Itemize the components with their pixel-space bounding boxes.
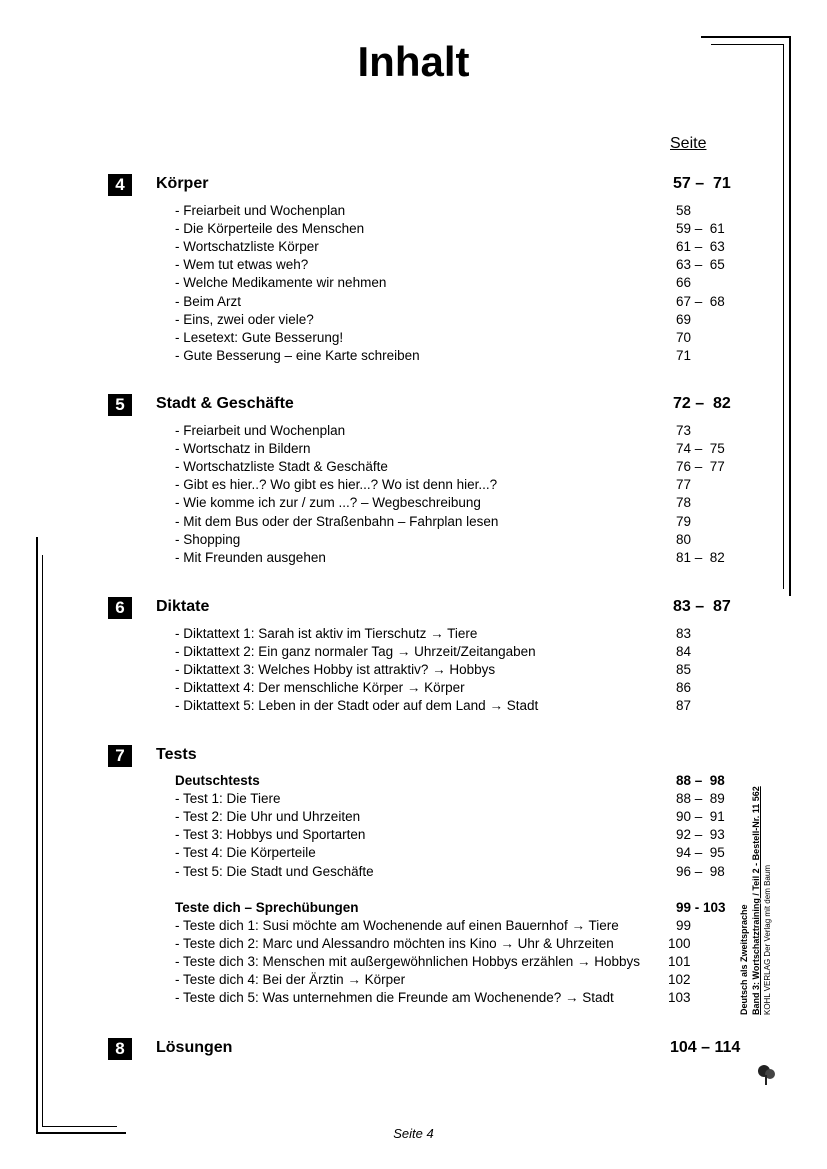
toc-entry: - Diktattext 2: Ein ganz normaler Tag → Uhrzeit/Zeitangaben (175, 644, 536, 660)
subsection-pages: 88 – 98 (676, 773, 725, 788)
toc-entry-pages: 99 (676, 917, 692, 933)
toc-entry-pages: 86 (676, 680, 692, 696)
toc-entry: - Diktattext 3: Welches Hobby ist attraktiv? → Hobbys (175, 662, 496, 678)
toc-entry: - Diktattext 4: Der menschliche Körper → Körper (175, 680, 465, 696)
tree-logo-icon (755, 1063, 777, 1087)
subsection-pages: 99 - 103 (676, 899, 726, 915)
section-title: Diktate (156, 598, 210, 615)
toc-entry: - Mit dem Bus oder der Straßenbahn – Fahrplan lesen (175, 513, 499, 529)
section-number-badge: 6 (108, 597, 132, 619)
toc-entry-pages: 90 – 91 (676, 809, 725, 825)
toc-entry-pages: 74 – 75 (676, 441, 725, 457)
toc-entry-pages: 79 (676, 513, 692, 529)
toc-entry: - Diktattext 5: Leben in der Stadt oder auf dem Land → Stadt (175, 698, 539, 714)
toc-entry: - Welche Medikamente wir nehmen (175, 275, 387, 291)
toc-entry-pages: 69 (676, 311, 692, 327)
toc-entry: - Test 1: Die Tiere (175, 791, 281, 807)
toc-entry-pages: 102 (668, 972, 691, 987)
section-number-badge: 8 (108, 1038, 132, 1060)
toc-entry-pages: 58 (676, 203, 692, 218)
toc-entry-pages: 84 (676, 644, 692, 660)
sidebar-publisher (762, 865, 774, 1015)
toc-entry: - Teste dich 4: Bei der Ärztin → Körper (175, 972, 406, 987)
toc-entry-pages: 85 (676, 662, 692, 678)
toc-entry: - Diktattext 1: Sarah ist aktiv im Tierschutz → Tiere (175, 626, 478, 641)
section-number-badge: 7 (108, 745, 132, 767)
publisher-sidebar (738, 786, 798, 1015)
page-footer: Seite 4 (393, 1126, 434, 1141)
sidebar-volume: Band 3: Wortschatztraining / Teil 2 - Bestell-Nr. 11 562 (751, 786, 761, 1015)
section-pages: 72 – 82 (673, 395, 731, 412)
toc-entry: - Eins, zwei oder viele? (175, 311, 314, 327)
toc-entry: - Wortschatzliste Stadt & Geschäfte (175, 459, 388, 475)
toc-entry-pages: 80 (676, 531, 692, 547)
toc-entry: - Wortschatzliste Körper (175, 239, 319, 255)
toc-entry: - Die Körperteile des Menschen (175, 221, 365, 237)
toc-entry: - Gute Besserung – eine Karte schreiben (175, 347, 420, 363)
toc-entry: - Test 3: Hobbys und Sportarten (175, 827, 366, 843)
toc-entry-pages: 100 (668, 935, 691, 951)
section-number-badge: 5 (108, 394, 132, 416)
section-title: Körper (156, 175, 209, 192)
toc-entry-pages: 76 – 77 (676, 459, 725, 475)
toc-entry-pages: 67 – 68 (676, 293, 725, 309)
toc-entry-pages: 71 (676, 347, 692, 363)
frame-line (42, 555, 43, 1127)
toc-entry: - Wortschatz in Bildern (175, 441, 311, 457)
toc-entry-pages: 73 (676, 423, 692, 438)
toc-entry-pages: 96 – 98 (676, 863, 725, 879)
section-title: Stadt & Geschäfte (156, 395, 294, 412)
toc-entry-pages: 101 (668, 953, 691, 969)
section-pages: 83 – 87 (673, 598, 731, 615)
subsection-title: Teste dich – Sprechübungen (175, 899, 359, 915)
toc-entry-pages: 87 (676, 698, 692, 714)
frame-line (783, 44, 784, 589)
section-pages: 57 – 71 (673, 175, 731, 192)
section-title: Lösungen (156, 1039, 233, 1056)
toc-entry-pages: 94 – 95 (676, 845, 725, 861)
toc-entry: - Wie komme ich zur / zum ...? – Wegbeschreibung (175, 495, 481, 511)
page-title: Inhalt (357, 38, 470, 85)
frame-line (36, 537, 38, 1134)
toc-entry: - Mit Freunden ausgehen (175, 549, 326, 565)
subsection-title: Deutschtests (175, 773, 260, 788)
toc-entry: - Freiarbeit und Wochenplan (175, 423, 346, 438)
publisher-name: KOHL VERLAG (763, 958, 772, 1015)
sidebar-series: Deutsch als Zweitsprache (739, 904, 749, 1015)
pages-column-header: Seite (670, 135, 707, 152)
toc-entry: - Wem tut etwas weh? (175, 257, 309, 273)
frame-line (789, 36, 791, 596)
toc-entry-pages: 63 – 65 (676, 257, 725, 273)
toc-entry: - Test 5: Die Stadt und Geschäfte (175, 863, 374, 879)
toc-entry-pages: 77 (676, 477, 692, 493)
section-number-badge: 4 (108, 174, 132, 196)
toc-entry-pages: 81 – 82 (676, 549, 725, 565)
toc-entry: - Test 2: Die Uhr und Uhrzeiten (175, 809, 361, 825)
toc-entry-pages: 66 (676, 275, 692, 291)
toc-entry: - Teste dich 3: Menschen mit außergewöhnlichen Hobbys erzählen → Hobbys (175, 953, 640, 969)
toc-entry: - Lesetext: Gute Besserung! (175, 329, 344, 345)
toc-entry: - Beim Arzt (175, 293, 242, 309)
toc-entry-pages: 78 (676, 495, 692, 511)
section-title: Tests (156, 746, 197, 763)
toc-entry: - Teste dich 2: Marc und Alessandro möchten ins Kino → Uhr & Uhrzeiten (175, 935, 614, 951)
toc-entry-pages: 88 – 89 (676, 791, 725, 807)
toc-entry: - Teste dich 1: Susi möchte am Wochenende auf einen Bauernhof → Tiere (175, 917, 619, 933)
toc-entry: - Test 4: Die Körperteile (175, 845, 316, 861)
toc-entry: - Shopping (175, 531, 241, 547)
toc-entry: - Freiarbeit und Wochenplan (175, 203, 346, 218)
toc-entry-pages: 92 – 93 (676, 827, 725, 843)
toc-entry-pages: 103 (668, 990, 691, 1006)
toc-entry-pages: 61 – 63 (676, 239, 725, 255)
toc-entry-pages: 70 (676, 329, 692, 345)
toc-entry: - Teste dich 5: Was unternehmen die Freunde am Wochenende? → Stadt (175, 990, 614, 1006)
publisher-slogan: Der Verlag mit dem Baum (763, 865, 772, 957)
section-pages: 104 – 114 (670, 1039, 741, 1056)
toc-entry-pages: 59 – 61 (676, 221, 725, 237)
toc-entry-pages: 83 (676, 626, 692, 641)
toc-entry: - Gibt es hier..? Wo gibt es hier...? Wo ist denn hier...? (175, 477, 498, 493)
